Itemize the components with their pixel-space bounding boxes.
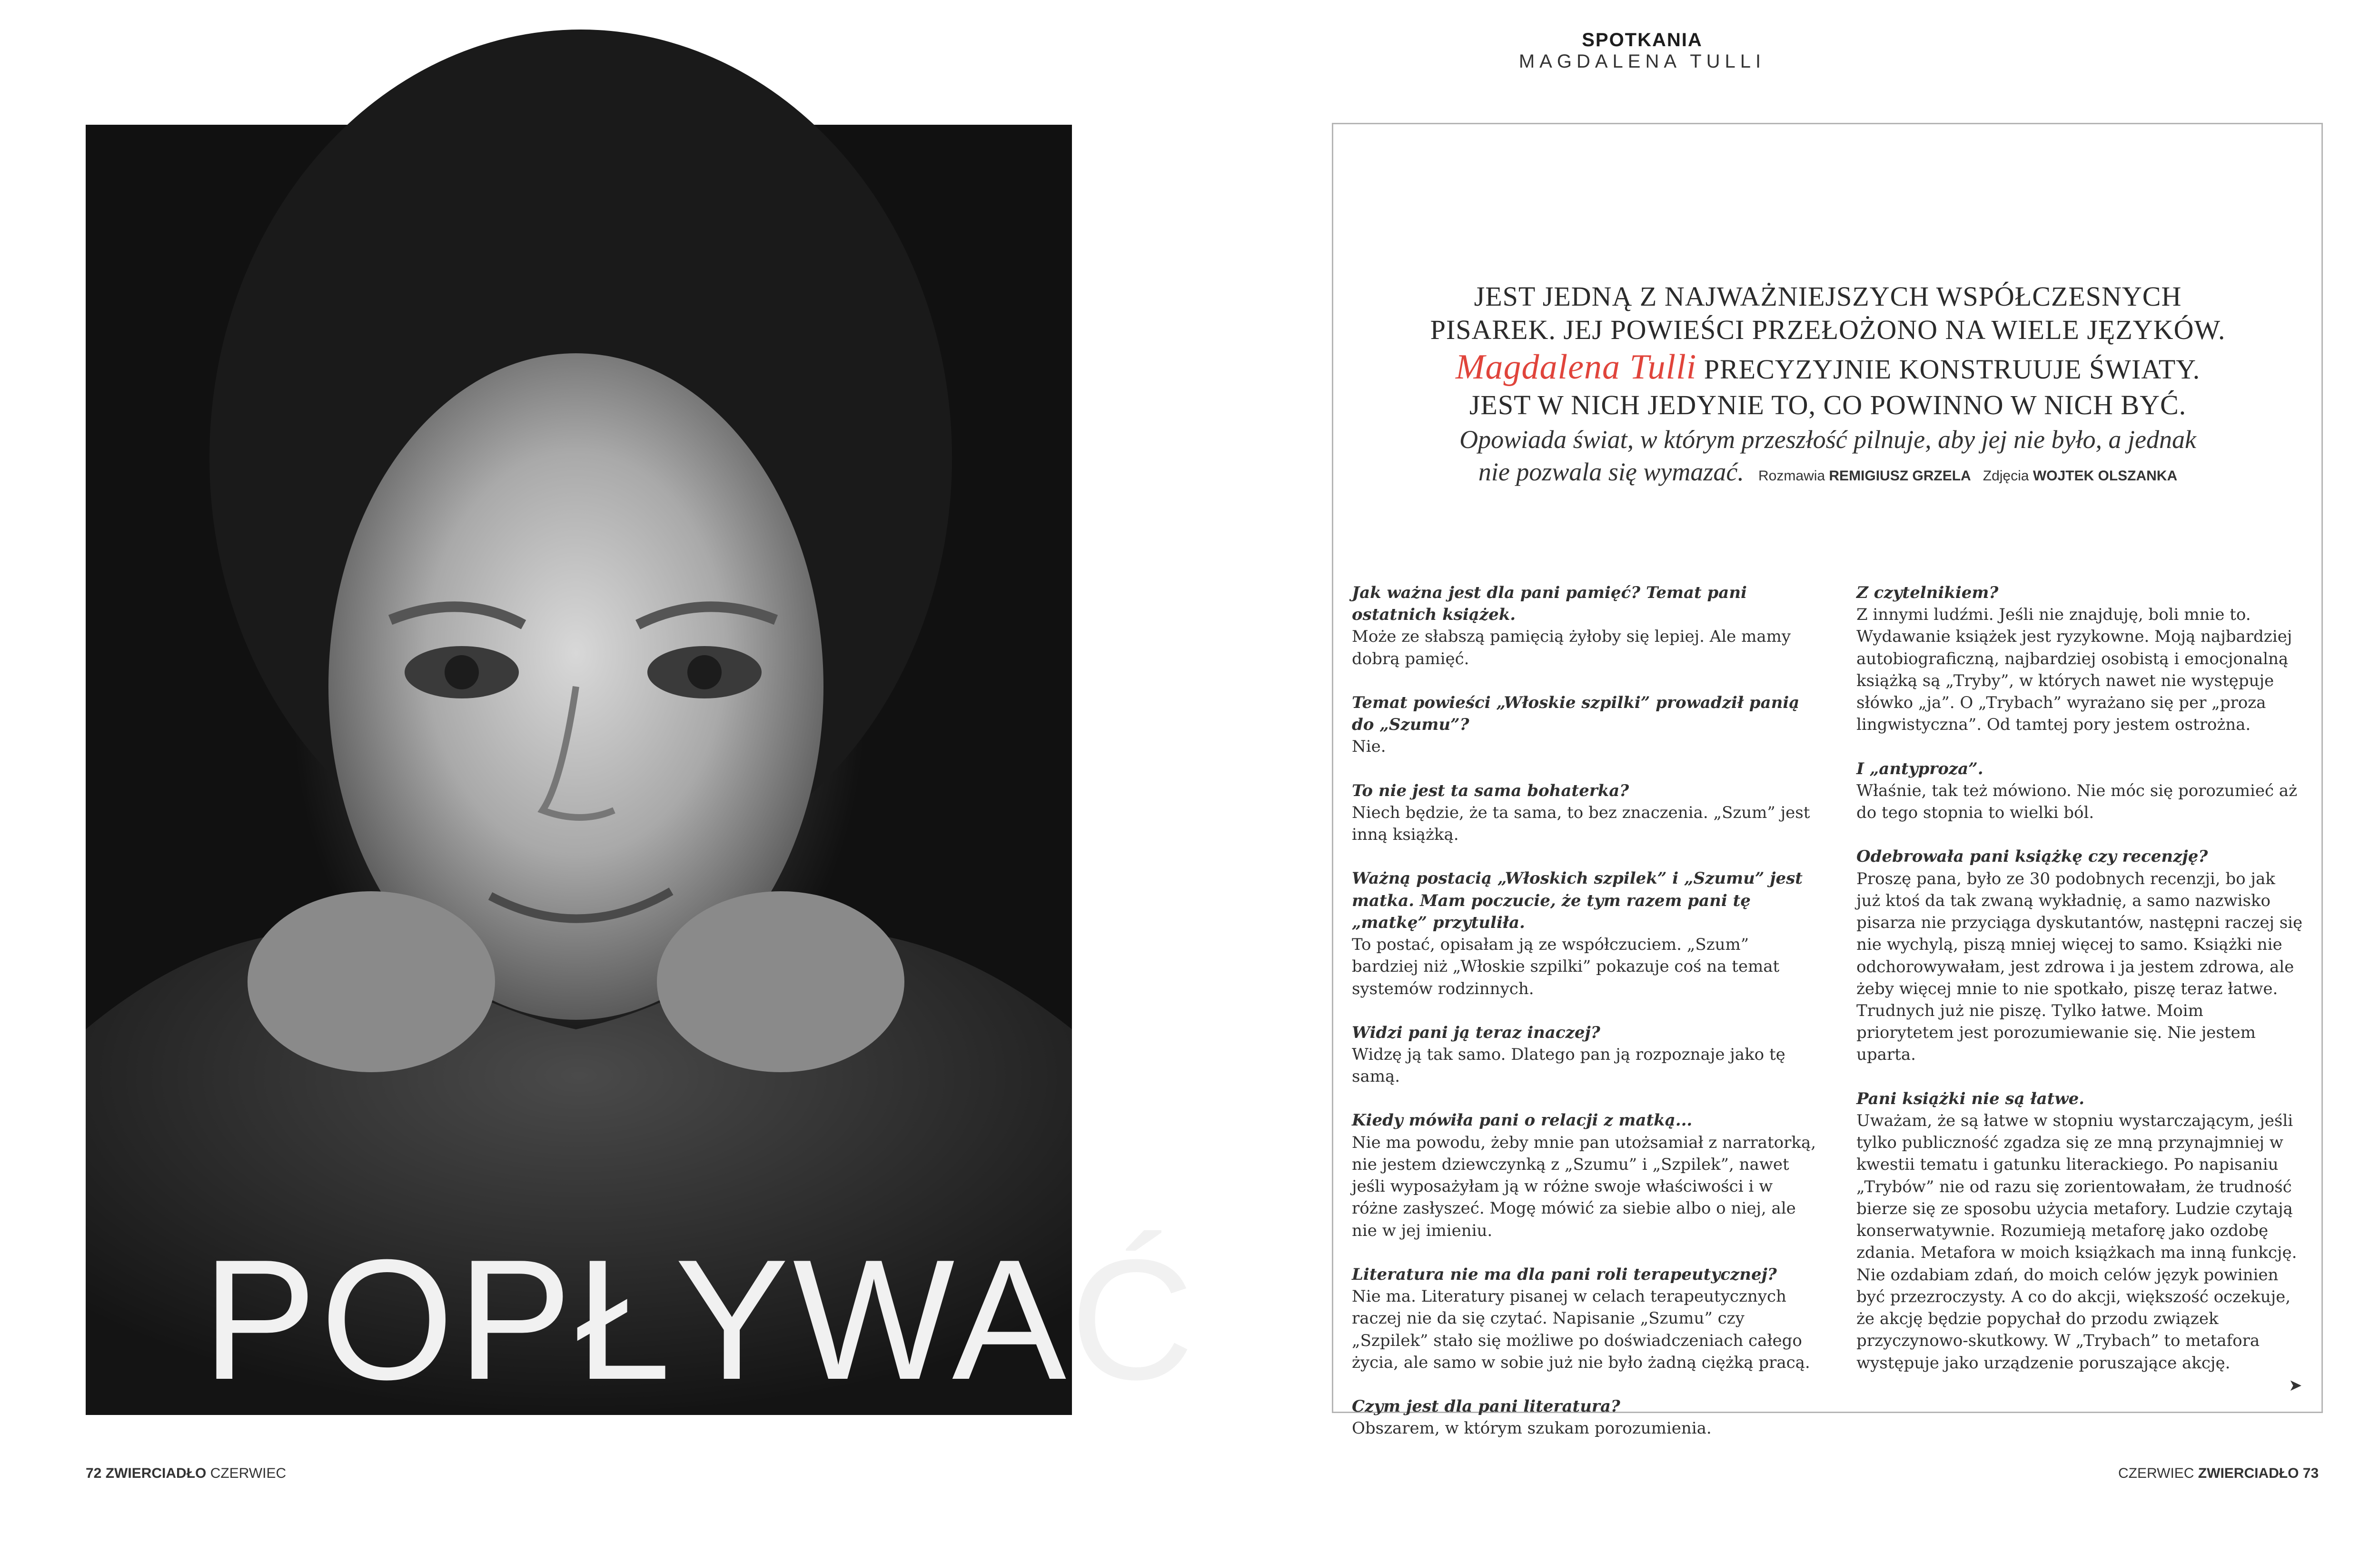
magazine-name: ZWIERCIADŁO bbox=[105, 1465, 207, 1481]
qa-block bbox=[1352, 1109, 1818, 1241]
interview-question: Z czytelnikiem? bbox=[1856, 583, 1999, 602]
qa-block bbox=[1352, 867, 1818, 999]
credit-interview-name: REMIGIUSZ GRZELA bbox=[1829, 468, 1971, 484]
photo-title: POPŁYWAĆ bbox=[202, 1224, 1198, 1415]
interview-answer: To postać, opisałam ją ze współczuciem. „Szum” bardziej niż „Włoskie szpilki” pokazuje coś na temat systemów rodzinnych. bbox=[1352, 935, 1780, 998]
portrait-illustration bbox=[86, 125, 1198, 1415]
interview-question: Temat powieści „Włoskie szpilki” prowadził panią do „Szumu”? bbox=[1352, 693, 1800, 735]
interview-answer: Obszarem, w którym szukam porozumienia. bbox=[1352, 1419, 1712, 1438]
interview-question: Pani książki nie są łatwe. bbox=[1856, 1089, 2085, 1108]
interview-question: Odebrowała pani książkę czy recenzję? bbox=[1856, 847, 2208, 867]
interview-answer: Niech będzie, że ta sama, to bez znaczenia. „Szum” jest inną książką. bbox=[1352, 803, 1810, 845]
intro-line bbox=[1380, 456, 2275, 488]
text-column-73-1 bbox=[1352, 582, 1818, 1462]
interview-answer: Może ze słabszą pamięcią żyłoby się lepiej. Ale mamy dobrą pamięć. bbox=[1352, 627, 1791, 668]
interview-answer: Uważam, że są łatwe w stopniu wystarczającym, jeśli tylko publiczność zgadza się ze mną przynajmniej w kwestii tematu i gatunku literackiego. Po napisaniu „Trybów” nie od razu się zorientowałam, że trudność bierze się ze sposobu użycia metafory. Ludzie czytają konserwatywnie. Rozumieją metaforę jako ozdobę zdania. Metafora w moich książkach ma inną funkcję. Nie ozdabiam zdań, do moich celów język powinien być przezroczysty. A co do akcji, większość oczekuje, że akcję będzie popychał do przodu związek przyczynowo-skutkowy. W „Trybach” to metafora występuje jako urządzenie poruszające akcję. bbox=[1856, 1111, 2297, 1373]
folio-right bbox=[2118, 1465, 2319, 1482]
interview-answer: Właśnie, tak też mówiono. Nie móc się porozumieć aż do tego stopnia to wielki ból. bbox=[1856, 781, 2297, 823]
qa-block bbox=[1352, 1264, 1818, 1374]
credit-photo-name: WOJTEK OLSZANKA bbox=[2033, 468, 2178, 484]
qa-block bbox=[1352, 582, 1818, 670]
qa-block bbox=[1352, 780, 1818, 846]
author-name-accent: Magdalena Tulli bbox=[1455, 348, 1697, 387]
interview-question: Widzi pani ją teraz inaczej? bbox=[1352, 1023, 1600, 1042]
text-column-73-2 bbox=[1856, 582, 2304, 1396]
interview-answer: Z innymi ludźmi. Jeśli nie znajduję, boli mnie to. Wydawanie książek jest ryzykowne. Moją najbardziej autobiograficzną, najbardziej osobistą i emocjonalną książką są „Tryby”, w których nawet nie występuje słówko „ja”. O „Trybach” wyrażano się per „proza lingwistyczna”. Od tamtej pory jestem ostrożna. bbox=[1856, 605, 2292, 735]
credit-interview-label: Rozmawia bbox=[1758, 468, 1825, 484]
lead-paragraph bbox=[1380, 280, 2275, 422]
header-kicker: SPOTKANIA bbox=[1582, 30, 1703, 50]
interview-answer: Proszę pana, było ze 30 podobnych recenzji, bo jak już ktoś da tak zwaną wykładnię, a samo nazwisko pisarza nie przyciąga dyskutantów, następni raczej się nie wychylą, piszą mniej więcej to samo. Książki nie odchorowywałam, jest zdrowa i ja jestem zdrowa, ale żeby więcej mnie to nie spotkało, piszę teraz łatwe. Trudnych już nie piszę. Tylko łatwe. Moim priorytetem jest porozumiewanie się. Nie jestem uparta. bbox=[1856, 869, 2303, 1065]
interview-question: Kiedy mówiła pani o relacji z matką... bbox=[1352, 1111, 1693, 1130]
lead-line bbox=[1380, 346, 2275, 388]
qa-block bbox=[1856, 582, 2304, 736]
interview-question: To nie jest ta sama bohaterka? bbox=[1352, 781, 1629, 800]
continue-arrow: ➤ bbox=[2289, 1376, 2302, 1395]
page-number: 73 bbox=[2302, 1465, 2319, 1481]
intro-paragraph bbox=[1380, 424, 2275, 488]
interview-question: Literatura nie ma dla pani roli terapeutycznej? bbox=[1352, 1265, 1777, 1284]
qa-block bbox=[1856, 758, 2304, 824]
qa-block bbox=[1856, 1088, 2304, 1374]
running-header bbox=[1333, 30, 1952, 72]
lead-line: JEST JEDNĄ Z NAJWAŻNIEJSZYCH WSPÓŁCZESNYCH bbox=[1474, 281, 2182, 312]
interview-answer: Widzę ją tak samo. Dlatego pan ją rozpoznaje jako tę samą. bbox=[1352, 1045, 1785, 1086]
folio-left bbox=[86, 1465, 286, 1482]
qa-block bbox=[1352, 1395, 1818, 1439]
issue-month: CZERWIEC bbox=[2118, 1465, 2194, 1481]
interview-question: Ważną postacią „Włoskich szpilek” i „Szumu” jest matka. Mam poczucie, że tym razem pani tę „matkę” przytuliła. bbox=[1352, 869, 1803, 932]
lead-line-rest: PRECYZYJNIE KONSTRUUJE ŚWIATY. bbox=[1696, 354, 2201, 385]
qa-block bbox=[1352, 692, 1818, 758]
magazine-name: ZWIERCIADŁO bbox=[2198, 1465, 2299, 1481]
header-author: MAGDALENA TULLI bbox=[1518, 51, 1766, 72]
credit-photo-label: Zdjęcia bbox=[1983, 468, 2029, 484]
cover-photo bbox=[86, 125, 1198, 1415]
credits bbox=[1750, 468, 2177, 484]
lead-line: JEST W NICH JEDYNIE TO, CO POWINNO W NICH BYĆ. bbox=[1469, 389, 2187, 420]
interview-question: Jak ważna jest dla pani pamięć? Temat pani ostatnich książek. bbox=[1352, 583, 1747, 625]
interview-answer: Nie ma powodu, żeby mnie pan utożsamiał z narratorką, nie jestem dziewczynką z „Szumu” i „Szpilek”, nawet jeśli wyposażyłam ją w różne swoje właściwości i w różne zasłyszeć. Mogę mówić za siebie albo o niej, ale nie w jej imieniu. bbox=[1352, 1133, 1816, 1240]
interview-answer: Nie. bbox=[1352, 737, 1386, 757]
interview-question: I „antyproza”. bbox=[1856, 759, 1983, 778]
qa-block bbox=[1352, 1022, 1818, 1088]
qa-block bbox=[1856, 846, 2304, 1066]
interview-answer: Nie ma. Literatury pisanej w celach terapeutycznych raczej nie da się czytać. Napisanie „Szumu” czy „Szpilek” stało się możliwe po doświadczeniach całego życia, ale samo w sobie już nie było żadną ciężką pracą. bbox=[1352, 1287, 1810, 1372]
intro-line: Opowiada świat, w którym przeszłość pilnuje, aby jej nie było, a jednak bbox=[1459, 425, 2196, 454]
intro-line-end: nie pozwala się wymazać. bbox=[1478, 457, 1744, 486]
page-number: 72 bbox=[86, 1465, 102, 1481]
issue-month: CZERWIEC bbox=[210, 1465, 287, 1481]
interview-question: Czym jest dla pani literatura? bbox=[1352, 1397, 1620, 1416]
lead-line: PISAREK. JEJ POWIEŚCI PRZEŁOŻONO NA WIELE JĘZYKÓW. bbox=[1430, 314, 2226, 345]
